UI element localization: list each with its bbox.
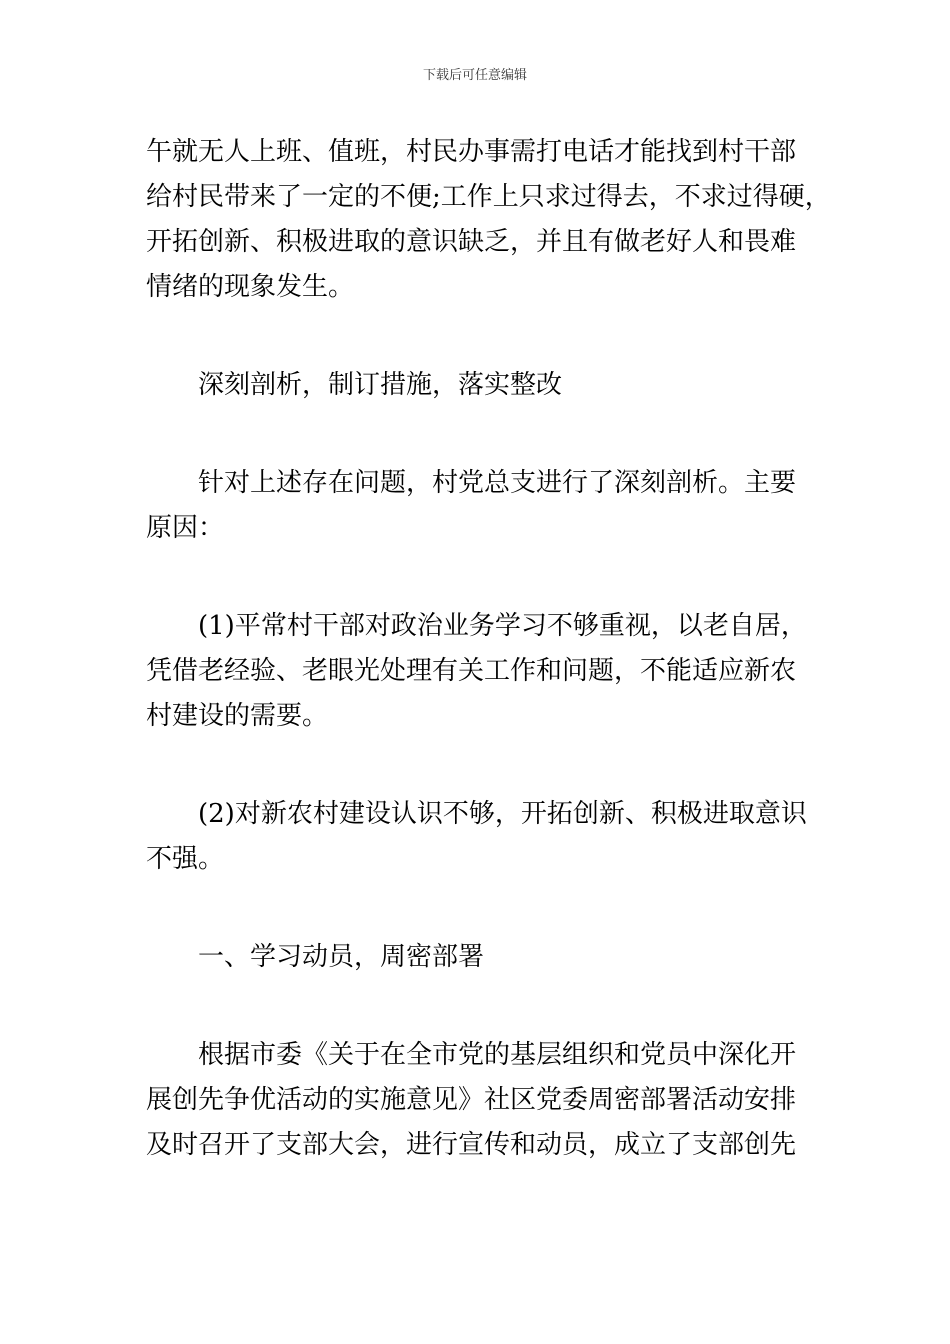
paragraph-gap bbox=[146, 408, 810, 461]
paragraph-gap bbox=[146, 310, 810, 363]
paragraph-line: 根据市委《关于在全市党的基层组织和党员中深化开 bbox=[198, 1040, 797, 1070]
paragraph-reason-1 bbox=[146, 604, 810, 739]
paragraph-line: 展创先争优活动的实施意见》社区党委周密部署活动安排 bbox=[146, 1085, 797, 1115]
paragraph-reason-2 bbox=[146, 792, 810, 882]
paragraph-line: 针对上述存在问题，村党总支进行了深刻剖析。主要 bbox=[198, 468, 797, 498]
section-heading-analysis bbox=[146, 363, 810, 408]
paragraph-mobilization bbox=[146, 1033, 810, 1168]
paragraph-line: (1)平常村干部对政治业务学习不够重视，以老自居， bbox=[198, 611, 807, 641]
paragraph-line: 原因： bbox=[146, 513, 225, 543]
heading-line: 一、学习动员，周密部署 bbox=[198, 942, 485, 972]
paragraph-line: 午就无人上班、值班，村民办事需打电话才能找到村干部 bbox=[146, 137, 797, 167]
paragraph-line: 情绪的现象发生。 bbox=[146, 272, 355, 302]
paragraph-line: 不强。 bbox=[146, 844, 225, 874]
paragraph-gap bbox=[146, 551, 810, 604]
paragraph-gap bbox=[146, 739, 810, 792]
paragraph-line: 凭借老经验、老眼光处理有关工作和问题，不能适应新农 bbox=[146, 656, 797, 686]
paragraph-gap bbox=[146, 980, 810, 1033]
paragraph-line: 村建设的需要。 bbox=[146, 701, 329, 731]
section-heading-mobilization bbox=[146, 935, 810, 980]
paragraph-line: 及时召开了支部大会，进行宣传和动员，成立了支部创先 bbox=[146, 1130, 797, 1160]
paragraph-line: (2)对新农村建设认识不够，开拓创新、积极进取意识 bbox=[198, 799, 807, 829]
heading-line: 深刻剖析，制订措施，落实整改 bbox=[198, 370, 563, 400]
paragraph-gap bbox=[146, 882, 810, 935]
paragraph-line: 给村民带来了一定的不便;工作上只求过得去，不求过得硬， bbox=[146, 182, 831, 212]
page-header-note: 下载后可任意编辑 bbox=[422, 68, 527, 83]
paragraph-line: 开拓创新、积极进取的意识缺乏，并且有做老好人和畏难 bbox=[146, 227, 797, 257]
document-body bbox=[146, 130, 831, 1168]
paragraph-problem-description bbox=[146, 130, 831, 310]
paragraph-analysis-intro bbox=[146, 461, 810, 551]
